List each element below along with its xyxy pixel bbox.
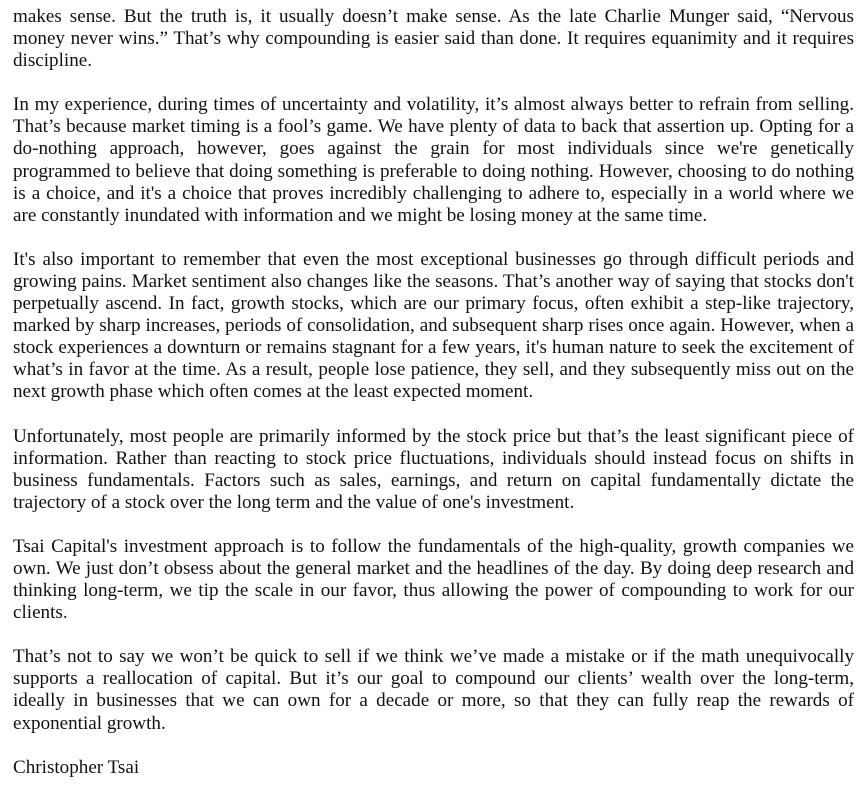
paragraph-investment-approach: Tsai Capital's investment approach is to follow the fundamentals of the high-quality, growth companies we own. We just don’t obsess about the general market and the headlines of the day. By doing deep research and thinking long-term, we tip the scale in our favor, thus allowing the power of compounding to work for our clients.: [13, 535, 854, 624]
paragraph-business-fundamentals: Unfortunately, most people are primarily informed by the stock price but that’s the least significant piece of information. Rather than reacting to stock price fluctuations, individuals should instead focus on shifts in business fundamentals. Factors such as sales, earnings, and return on capital fundamentally dictate the trajectory of a stock over the long term and the value of one's investment.: [13, 425, 854, 513]
paragraph-compounding-discipline: makes sense. But the truth is, it usually doesn’t make sense. As the late Charlie Munger said, “Nervous money never wins.” That’s why compounding is easier said than done. It requires equanimity and it requires discipline.: [13, 6, 854, 72]
paragraph-growth-stock-trajectory: It's also important to remember that even the most exceptional businesses go through difficult periods and growing pains. Market sentiment also changes like the seasons. That’s another way of saying that stocks don't perpetually ascend. In fact, growth stocks, which are our primary focus, often exhibit a step-like trajectory, marked by sharp increases, periods of consolidation, and subsequent sharp rises once again. However, when a stock experiences a downturn or remains stagnant for a few years, it's human nature to seek the excitement of what’s in favor at the time. As a result, people lose patience, they sell, and they subsequently miss out on the next growth phase which often comes at the least expected moment.: [13, 248, 854, 403]
paragraph-do-nothing-approach: In my experience, during times of uncertainty and volatility, it’s almost always better to refrain from selling. That’s because market timing is a fool’s game. We have plenty of data to back that assertion up. Opting for a do-nothing approach, however, goes against the grain for most individuals since we're genetically programmed to believe that doing something is preferable to doing nothing. However, choosing to do nothing is a choice, and it's a choice that proves incredibly challenging to adhere to, especially in a world where we are constantly inundated with information and we might be losing money at the same time.: [13, 94, 854, 226]
signature: Christopher Tsai: [13, 756, 140, 778]
paragraph-long-term-goal: That’s not to say we won’t be quick to sell if we think we’ve made a mistake or if the math unequivocally supports a reallocation of capital. But it’s our goal to compound our clients’ wealth over the long-term, ideally in businesses that we can own for a decade or more, so that they can fully reap the rewards of exponential growth.: [13, 646, 854, 734]
